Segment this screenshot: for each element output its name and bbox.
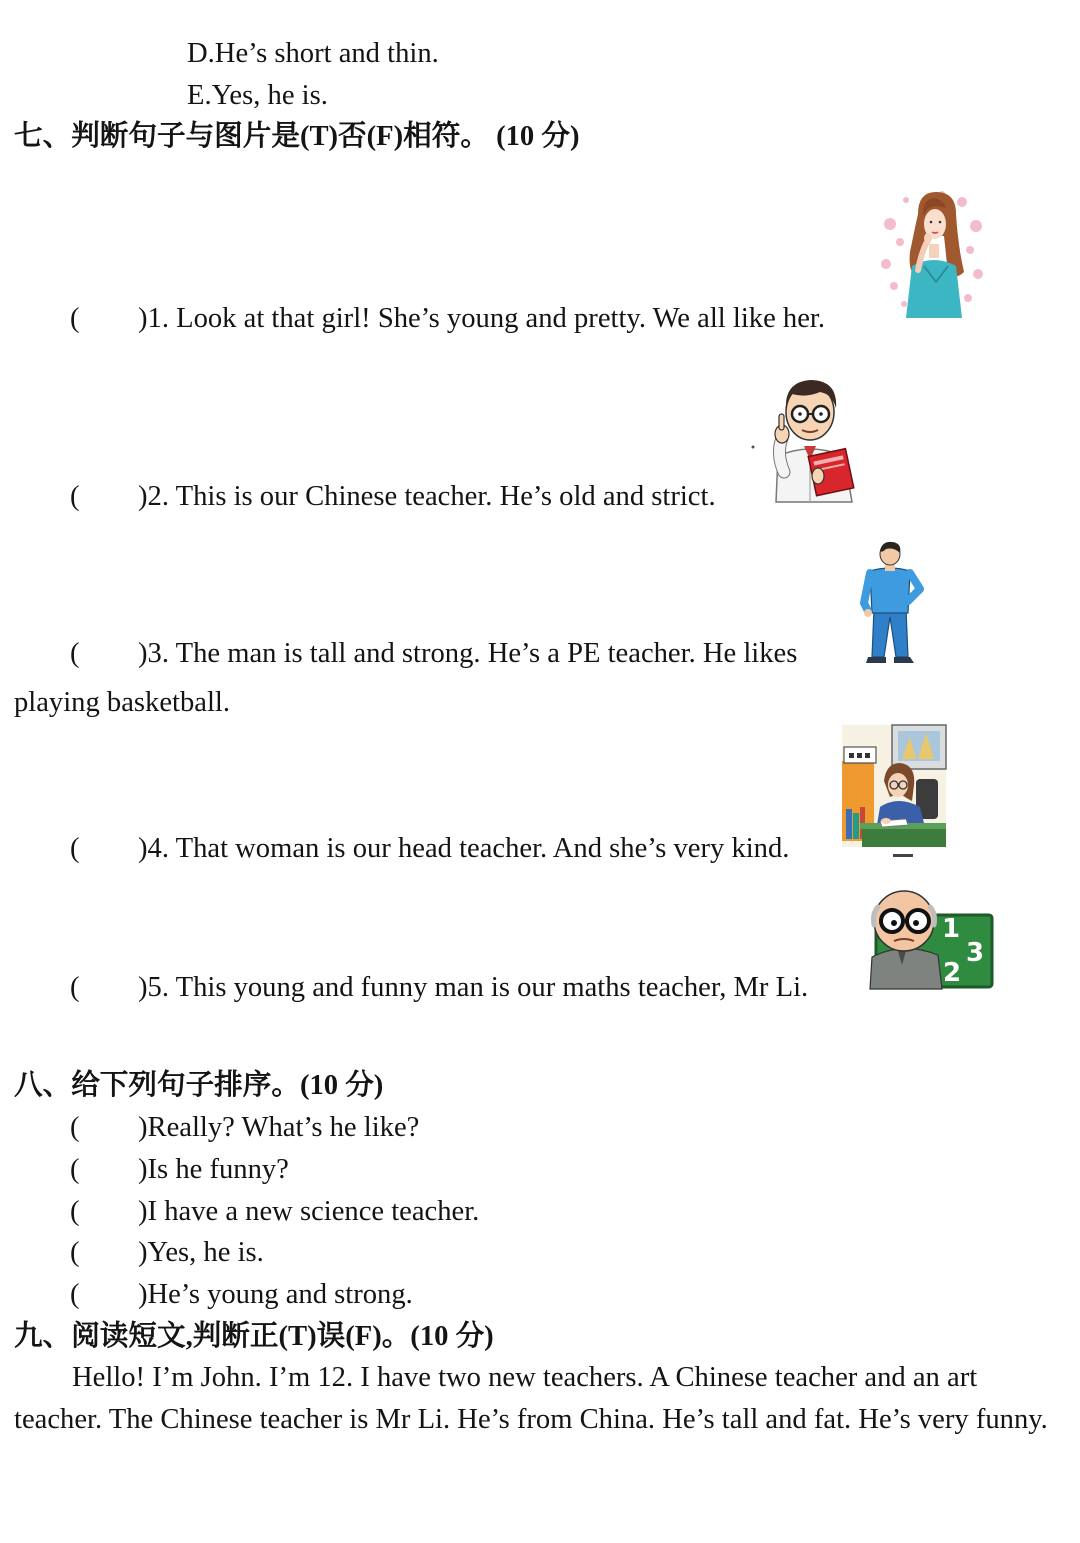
answer-blank-close: ) (138, 1196, 148, 1227)
answer-blank-close: ) (138, 481, 148, 512)
pe-teacher-picture (856, 541, 928, 667)
answer-blank-open: ( (70, 1154, 80, 1185)
section-7-heading: 七、判断句子与图片是(T)否(F)相符。 (10 分) (14, 121, 580, 152)
answer-blank-close: ) (138, 1112, 148, 1143)
option-e: E.Yes, he is. (187, 80, 328, 111)
judge-item-text: 4. That woman is our head teacher. And she’s very kind. (147, 833, 790, 864)
answer-blank-open: ( (70, 1279, 80, 1310)
chinese-teacher-picture (748, 376, 863, 504)
answer-blank-close: ) (138, 1279, 148, 1310)
pe-teacher-figure (864, 542, 920, 663)
order-item-text: Yes, he is. (147, 1237, 264, 1268)
judge-item-text: 3. The man is tall and strong. He’s a PE teacher. He likes (147, 638, 798, 669)
answer-blank-open: ( (70, 303, 80, 334)
answer-blank-open: ( (70, 481, 80, 512)
order-item (70, 1149, 289, 1191)
judge-item-5 (70, 967, 808, 1009)
head-teacher-picture (840, 723, 948, 859)
board-number-3: 3 (965, 938, 985, 968)
order-item (70, 1191, 479, 1233)
judge-item-3 (70, 633, 797, 675)
answer-blank-open: ( (70, 638, 80, 669)
girl-picture (878, 186, 988, 320)
board-number-2: 2 (942, 958, 962, 988)
judge-item-4 (70, 828, 789, 870)
section-9-heading: 九、阅读短文,判断正(T)误(F)。(10 分) (14, 1321, 494, 1352)
order-item-text: He’s young and strong. (147, 1279, 413, 1310)
order-item-text: I have a new science teacher. (147, 1196, 480, 1227)
answer-blank-close: ) (138, 1154, 148, 1185)
answer-blank-open: ( (70, 1112, 80, 1143)
order-item-text: Really? What’s he like? (147, 1112, 420, 1143)
judge-item-text: 2. This is our Chinese teacher. He’s old and strict. (147, 481, 716, 512)
desk (862, 829, 946, 847)
judge-item-text: 1. Look at that girl! She’s young and pretty. We all like her. (147, 303, 825, 334)
answer-blank-close: ) (138, 303, 148, 334)
order-item-text: Is he funny? (147, 1154, 289, 1185)
girl-figure (906, 192, 964, 318)
answer-blank-open: ( (70, 1196, 80, 1227)
answer-blank-close: ) (138, 1237, 148, 1268)
answer-blank-close: ) (138, 972, 148, 1003)
maths-teacher-picture (864, 885, 996, 991)
judge-item-text: 5. This young and funny man is our maths teacher, Mr Li. (147, 972, 809, 1003)
answer-blank-close: ) (138, 833, 148, 864)
section-8-heading: 八、给下列句子排序。(10 分) (14, 1070, 384, 1101)
judge-item-3-continuation: playing basketball. (14, 687, 230, 718)
order-item (70, 1274, 413, 1316)
judge-item-1 (70, 298, 825, 340)
order-item (70, 1232, 264, 1274)
judge-item-2 (70, 476, 716, 518)
order-item (70, 1107, 419, 1149)
passage-line-2: teacher. The Chinese teacher is Mr Li. He’s from China. He’s tall and fat. He’s very funny. (14, 1404, 1048, 1435)
board-number-1: 1 (941, 914, 961, 944)
answer-blank-open: ( (70, 972, 80, 1003)
option-d: D.He’s short and thin. (187, 38, 439, 69)
answer-blank-open: ( (70, 1237, 80, 1268)
passage-line-1: Hello! I’m John. I’m 12. I have two new teachers. A Chinese teacher and an art (72, 1362, 978, 1393)
answer-blank-close: ) (138, 638, 148, 669)
answer-blank-open: ( (70, 833, 80, 864)
